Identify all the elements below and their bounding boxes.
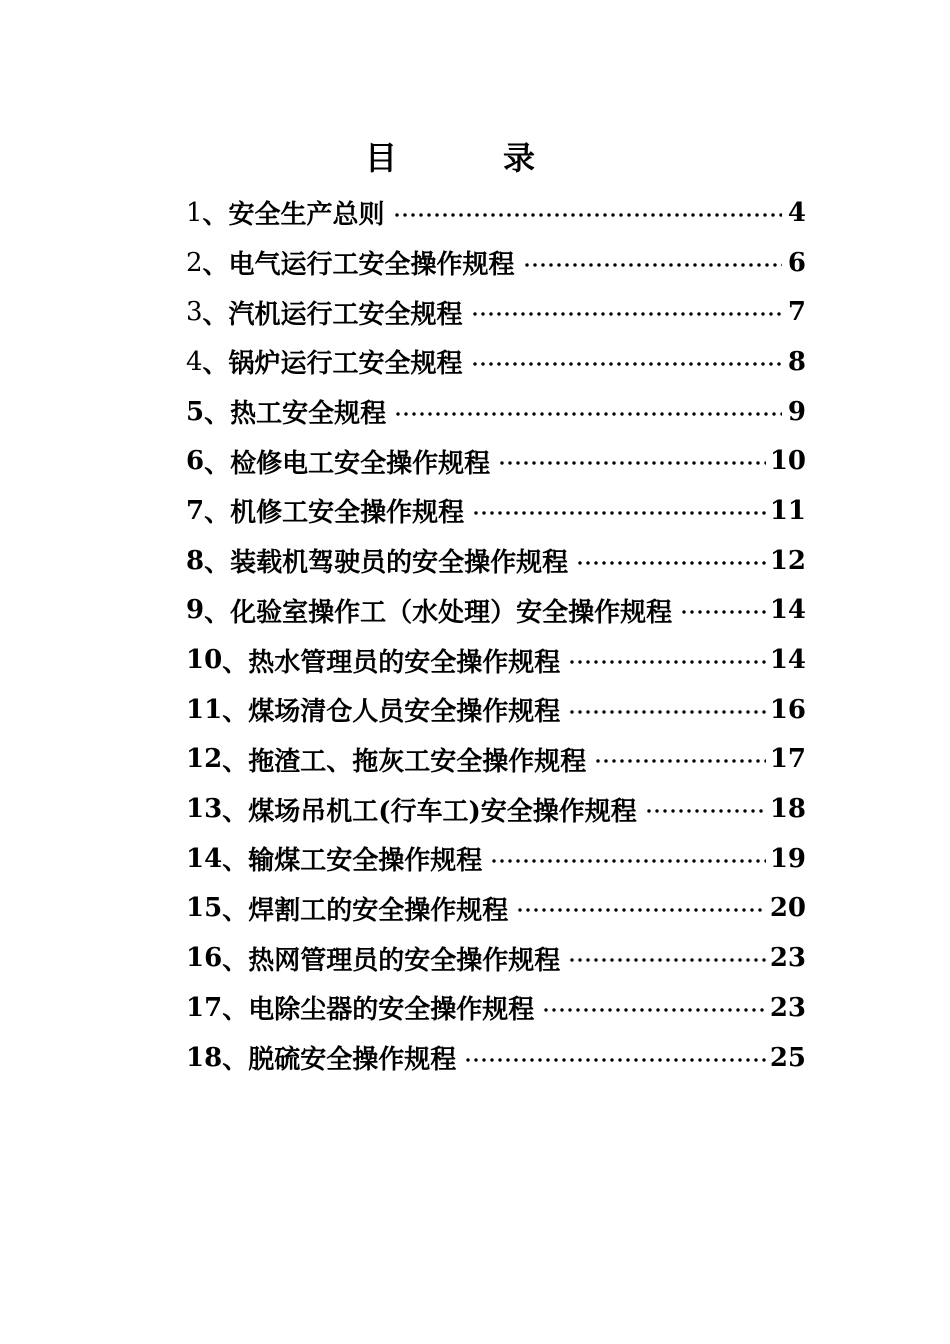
toc-entry[interactable] xyxy=(186,834,806,884)
toc-entry[interactable] xyxy=(186,536,806,586)
toc-entry-label: 、脱硫安全操作规程 xyxy=(222,1045,457,1076)
toc-entry-number: 5 xyxy=(186,396,205,427)
toc-entry-page: 8 xyxy=(787,346,806,377)
toc-entry[interactable] xyxy=(186,486,806,536)
toc-title-right: 录 xyxy=(502,139,535,177)
toc-dot-leader xyxy=(568,695,766,725)
toc-entry-page: 9 xyxy=(787,396,806,427)
toc-entry[interactable] xyxy=(186,933,806,983)
toc-dot-leader xyxy=(394,397,782,427)
toc-entry-page: 23 xyxy=(769,943,806,974)
toc-dot-leader xyxy=(576,546,766,576)
toc-dot-leader xyxy=(645,794,766,824)
toc-entry-label: 、化验室操作工（水处理）安全操作规程 xyxy=(204,597,673,628)
toc-dot-leader xyxy=(568,943,766,973)
toc-dot-leader xyxy=(471,347,782,377)
toc-entry-number: 6 xyxy=(186,446,205,477)
toc-entry[interactable] xyxy=(186,337,806,387)
toc-dot-leader xyxy=(594,744,766,774)
toc-entry-number: 9 xyxy=(186,595,205,626)
toc-entry-label: 、装载机驾驶员的安全操作规程 xyxy=(204,548,569,579)
toc-entry-number: 16 xyxy=(186,943,223,974)
toc-entry[interactable] xyxy=(186,188,806,238)
toc-entry[interactable] xyxy=(186,784,806,834)
toc-entry[interactable] xyxy=(186,685,806,735)
toc-entry-label: 、汽机运行工安全规程 xyxy=(202,299,463,330)
toc-dot-leader xyxy=(542,993,766,1023)
toc-dot-leader xyxy=(393,198,782,228)
toc-entry-label: 、安全生产总则 xyxy=(202,200,385,231)
toc-entry[interactable] xyxy=(186,287,806,337)
toc-entry-number: 18 xyxy=(186,1042,223,1073)
toc-dot-leader xyxy=(464,1043,766,1073)
toc-entry[interactable] xyxy=(186,1033,806,1083)
toc-entry-number: 12 xyxy=(186,744,223,775)
toc-entry-page: 4 xyxy=(787,197,806,228)
toc-entry[interactable] xyxy=(186,586,806,636)
toc-entry-number: 1 xyxy=(186,197,203,228)
toc-dot-leader xyxy=(523,248,782,278)
toc-entry-number: 2 xyxy=(186,247,203,278)
toc-entry-page: 6 xyxy=(787,247,806,278)
toc-entry[interactable] xyxy=(186,436,806,486)
toc-entry-number: 8 xyxy=(186,545,205,576)
toc-entry[interactable] xyxy=(186,735,806,785)
toc-entry-label: 、电气运行工安全操作规程 xyxy=(202,250,515,281)
toc-entry-number: 17 xyxy=(186,992,223,1023)
toc-entry-page: 17 xyxy=(769,744,806,775)
toc-dot-leader xyxy=(490,844,766,874)
toc-entry-label: 、输煤工安全操作规程 xyxy=(222,846,483,877)
toc-title-left: 目 xyxy=(364,139,397,177)
toc-entry-page: 14 xyxy=(769,645,806,676)
toc-dot-leader xyxy=(498,446,766,476)
toc-entry-number: 14 xyxy=(186,843,223,874)
toc-entry-label: 、锅炉运行工安全规程 xyxy=(202,349,463,380)
toc-entry[interactable] xyxy=(186,387,806,437)
toc-entry-page: 25 xyxy=(769,1042,806,1073)
toc-entry-label: 、煤场吊机工(行车工)安全操作规程 xyxy=(222,796,637,827)
toc-entry-label: 、电除尘器的安全操作规程 xyxy=(222,995,535,1026)
toc-entry-label: 、热工安全规程 xyxy=(204,399,387,430)
toc-entry-page: 20 xyxy=(769,893,806,924)
toc-entry-page: 19 xyxy=(769,843,806,874)
toc-entry[interactable] xyxy=(186,884,806,934)
toc-entry-page: 12 xyxy=(769,545,806,576)
toc-dot-leader xyxy=(472,496,766,526)
toc-entry-page: 23 xyxy=(769,992,806,1023)
toc-entry-number: 13 xyxy=(186,794,223,825)
toc-dot-leader xyxy=(680,595,766,625)
toc-title xyxy=(350,133,550,183)
toc-list xyxy=(186,188,806,1082)
toc-entry-label: 、热水管理员的安全操作规程 xyxy=(222,647,561,678)
toc-entry[interactable] xyxy=(186,238,806,288)
toc-entry-label: 、拖渣工、拖灰工安全操作规程 xyxy=(222,746,587,777)
toc-dot-leader xyxy=(568,645,766,675)
toc-entry-label: 、煤场清仓人员安全操作规程 xyxy=(222,697,561,728)
toc-entry-number: 4 xyxy=(186,346,203,377)
toc-entry-page: 14 xyxy=(769,595,806,626)
toc-entry-page: 10 xyxy=(769,446,806,477)
toc-entry[interactable] xyxy=(186,635,806,685)
toc-entry-number: 7 xyxy=(186,495,205,526)
toc-entry-page: 16 xyxy=(769,694,806,725)
toc-entry-page: 7 xyxy=(787,297,806,328)
toc-dot-leader xyxy=(516,893,766,923)
toc-entry-page: 11 xyxy=(769,495,806,526)
toc-entry-label: 、机修工安全操作规程 xyxy=(204,498,465,529)
toc-entry-number: 3 xyxy=(186,297,203,328)
toc-entry-label: 、热网管理员的安全操作规程 xyxy=(222,945,561,976)
toc-entry-number: 10 xyxy=(186,645,223,676)
toc-entry-number: 11 xyxy=(186,694,223,725)
toc-entry-number: 15 xyxy=(186,893,223,924)
toc-dot-leader xyxy=(471,297,782,327)
toc-entry-page: 18 xyxy=(769,794,806,825)
toc-entry-label: 、检修电工安全操作规程 xyxy=(204,448,491,479)
toc-entry[interactable] xyxy=(186,983,806,1033)
toc-entry-label: 、焊割工的安全操作规程 xyxy=(222,895,509,926)
